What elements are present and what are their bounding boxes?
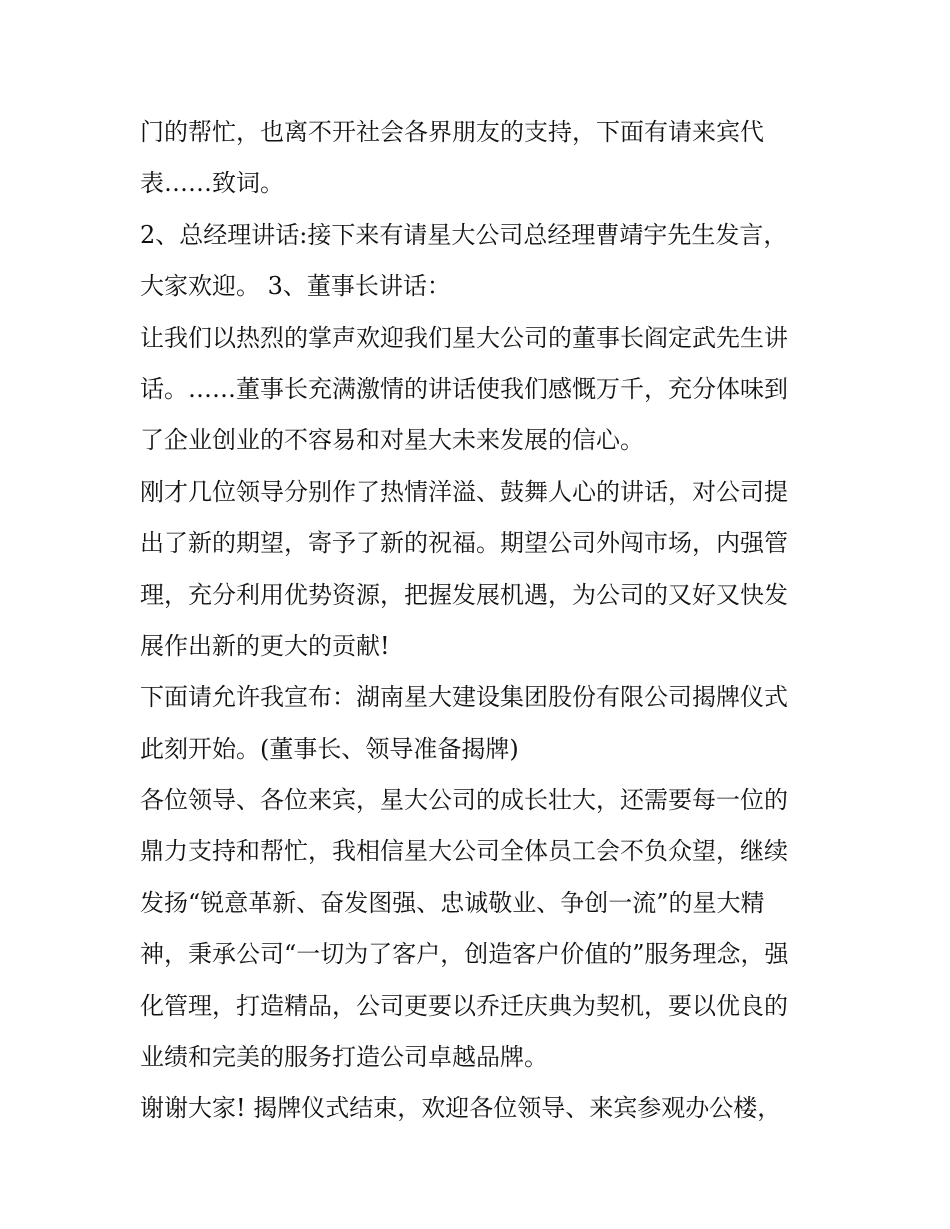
text-line: 2、总经理讲话:接下来有请星大公司总经理曹靖宇先生发言， [140, 220, 788, 249]
text-line: 门的帮忙，也离不开社会各界朋友的支持，下面有请来宾代 [140, 118, 764, 146]
text-line: 业绩和完美的服务打造公司卓越品牌。 [140, 1043, 548, 1072]
text-line: 刚才几位领导分别作了热情洋溢、鼓舞人心的讲话，对公司提 [140, 477, 788, 506]
text-line: 话。……董事长充满激情的讲话使我们感慨万千，充分体味到 [140, 374, 788, 403]
text-line: 神，秉承公司“一切为了客户，创造客户价值的”服务理念，强 [140, 940, 789, 969]
document-body-text [140, 107, 830, 1135]
text-line: 此刻开始。(董事长、领导准备揭牌) [140, 734, 519, 763]
text-line: 化管理，打造精品，公司更要以乔迁庆典为契机，要以优良的 [140, 991, 788, 1020]
text-line: 下面请允许我宣布：湖南星大建设集团股份有限公司揭牌仪式 [140, 683, 788, 712]
text-line: 各位领导、各位来宾，星大公司的成长壮大，还需要每一位的 [140, 786, 788, 815]
text-line: 表……致词。 [140, 169, 284, 198]
text-line: 出了新的期望，寄予了新的祝福。期望公司外闯市场，内强管 [140, 529, 788, 558]
text-line: 理，充分利用优势资源，把握发展机遇，为公司的又好又快发 [140, 580, 788, 609]
text-line: 发扬“锐意革新、奋发图强、忠诚敬业、争创一流”的星大精 [140, 888, 765, 917]
text-line: 谢谢大家! 揭牌仪式结束，欢迎各位领导、来宾参观办公楼， [140, 1094, 782, 1123]
text-line: 鼎力支持和帮忙，我相信星大公司全体员工会不负众望，继续 [140, 837, 788, 866]
text-line: 大家欢迎。 3、董事长讲话： [140, 272, 451, 301]
text-line: 了企业创业的不容易和对星大未来发展的信心。 [140, 426, 644, 455]
text-line: 展作出新的更大的贡献! [140, 631, 390, 660]
text-line: 让我们以热烈的掌声欢迎我们星大公司的董事长阎定武先生讲 [140, 323, 788, 352]
